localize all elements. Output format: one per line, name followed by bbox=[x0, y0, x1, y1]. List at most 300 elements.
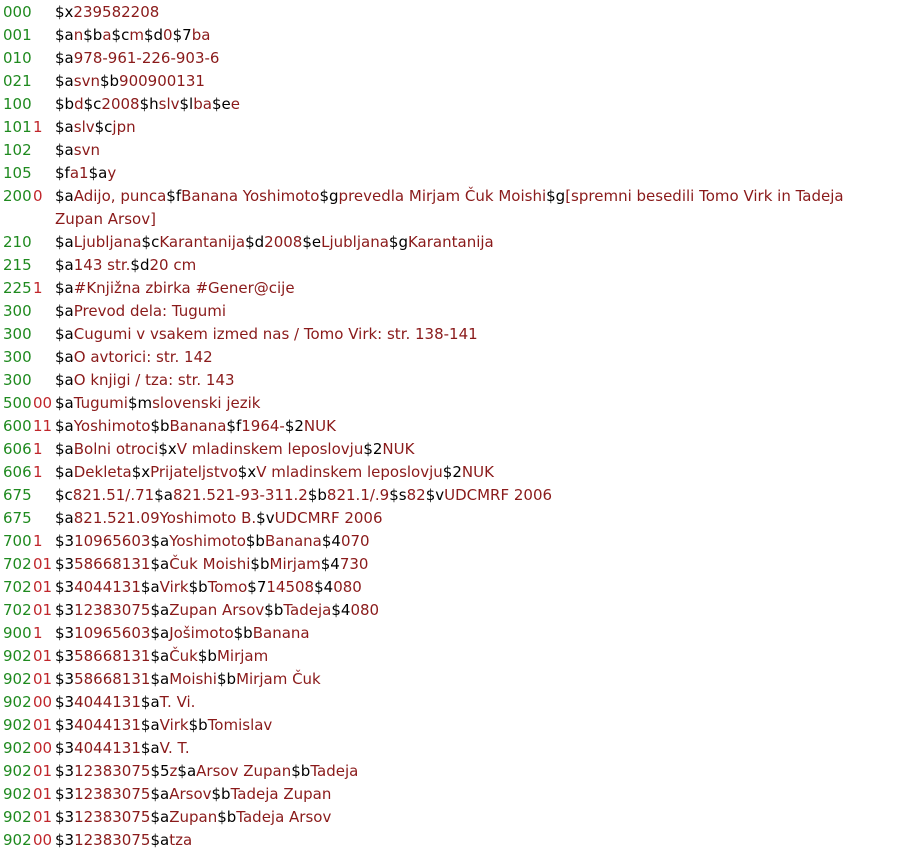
subfield-code: $s bbox=[389, 486, 407, 504]
subfield-value: 2008 bbox=[101, 95, 140, 113]
subfield-value: ba bbox=[193, 95, 212, 113]
field-row bbox=[0, 576, 900, 599]
subfield-value: 4044131 bbox=[74, 739, 141, 757]
field-row bbox=[0, 346, 900, 369]
subfield-code: $e bbox=[302, 233, 322, 251]
field-tag: 225 bbox=[3, 279, 32, 297]
subfield-code: $4 bbox=[320, 555, 340, 573]
field-tag: 105 bbox=[3, 164, 32, 182]
field-content bbox=[55, 93, 900, 116]
field-row bbox=[0, 116, 900, 139]
subfield-code: $f bbox=[226, 417, 242, 435]
field-indicators: 1 bbox=[33, 624, 43, 642]
subfield-value: Tadeja Zupan bbox=[230, 785, 332, 803]
subfield-value: 58668131 bbox=[74, 647, 151, 665]
subfield-code: $e bbox=[211, 95, 231, 113]
field-row bbox=[0, 185, 900, 231]
subfield-code: $c bbox=[55, 486, 73, 504]
subfield-code: $a bbox=[55, 279, 74, 297]
subfield-code: $3 bbox=[55, 762, 75, 780]
subfield-value: 10965603 bbox=[74, 624, 151, 642]
subfield-code: $a bbox=[55, 187, 74, 205]
field-row bbox=[0, 277, 900, 300]
subfield-value: Tomislav bbox=[207, 716, 273, 734]
field-tag: 902 bbox=[3, 739, 32, 757]
field-content bbox=[55, 645, 900, 668]
subfield-code: $a bbox=[55, 256, 74, 274]
field-content bbox=[55, 622, 900, 645]
field-content bbox=[55, 415, 900, 438]
subfield-code: $a bbox=[55, 371, 74, 389]
field-tag: 600 bbox=[3, 417, 32, 435]
field-tag: 675 bbox=[3, 509, 32, 527]
subfield-code: $d bbox=[245, 233, 265, 251]
field-indicators: 00 bbox=[33, 394, 53, 412]
subfield-value: UDCMRF 2006 bbox=[274, 509, 383, 527]
subfield-value: Virk bbox=[159, 578, 189, 596]
subfield-value: Prevod dela: Tugumi bbox=[73, 302, 227, 320]
field-row bbox=[0, 530, 900, 553]
field-content bbox=[55, 668, 900, 691]
subfield-code: $3 bbox=[55, 601, 75, 619]
field-row bbox=[0, 645, 900, 668]
subfield-code: $c bbox=[141, 233, 160, 251]
subfield-value: n bbox=[73, 26, 84, 44]
subfield-value: slv bbox=[158, 95, 180, 113]
field-row bbox=[0, 668, 900, 691]
subfield-value: Zupan bbox=[169, 808, 218, 826]
field-indicators: 01 bbox=[33, 716, 53, 734]
subfield-value: V mladinskem leposlovju bbox=[256, 463, 443, 481]
subfield-value: 14508 bbox=[266, 578, 315, 596]
subfield-value: Banana bbox=[169, 417, 227, 435]
field-content bbox=[55, 47, 900, 70]
field-row bbox=[0, 714, 900, 737]
subfield-code: $g bbox=[388, 233, 408, 251]
field-row bbox=[0, 93, 900, 116]
field-content bbox=[55, 300, 900, 323]
subfield-value: 2008 bbox=[264, 233, 303, 251]
field-content bbox=[55, 806, 900, 829]
subfield-value: Prijateljstvo bbox=[150, 463, 238, 481]
subfield-value: Tadeja Arsov bbox=[236, 808, 332, 826]
subfield-code: $a bbox=[55, 463, 74, 481]
field-tag: 902 bbox=[3, 670, 32, 688]
field-tag: 300 bbox=[3, 371, 32, 389]
field-row bbox=[0, 139, 900, 162]
subfield-code: $d bbox=[130, 256, 150, 274]
field-content bbox=[55, 162, 900, 185]
subfield-code: $b bbox=[83, 26, 103, 44]
subfield-value: Virk bbox=[159, 716, 189, 734]
field-content bbox=[55, 116, 900, 139]
field-tag: 500 bbox=[3, 394, 32, 412]
field-row bbox=[0, 254, 900, 277]
subfield-value: prevedla Mirjam Čuk Moishi bbox=[338, 187, 547, 205]
field-indicators: 1 bbox=[33, 532, 43, 550]
subfield-code: $3 bbox=[55, 578, 75, 596]
field-row bbox=[0, 24, 900, 47]
subfield-code: $3 bbox=[55, 555, 75, 573]
field-tag: 000 bbox=[3, 3, 32, 21]
subfield-value: svn bbox=[73, 72, 100, 90]
field-row bbox=[0, 47, 900, 70]
subfield-code: $x bbox=[131, 463, 151, 481]
subfield-code: $3 bbox=[55, 532, 75, 550]
field-row bbox=[0, 162, 900, 185]
field-indicators: 11 bbox=[33, 417, 53, 435]
subfield-value: 730 bbox=[339, 555, 369, 573]
subfield-value: Zupan Arsov bbox=[169, 601, 265, 619]
subfield-code: $a bbox=[150, 624, 170, 642]
field-tag: 700 bbox=[3, 532, 32, 550]
subfield-value: 821.51/.71 bbox=[72, 486, 155, 504]
field-indicators: 00 bbox=[33, 831, 53, 849]
field-content bbox=[55, 737, 900, 760]
subfield-value: Tugumi bbox=[73, 394, 128, 412]
subfield-value: ba bbox=[191, 26, 211, 44]
subfield-code: $3 bbox=[55, 624, 75, 642]
subfield-code: $3 bbox=[55, 716, 75, 734]
subfield-value: m bbox=[129, 26, 144, 44]
field-indicators: 01 bbox=[33, 647, 53, 665]
subfield-value: O avtorici: str. 142 bbox=[73, 348, 213, 366]
subfield-value: 080 bbox=[333, 578, 362, 596]
field-indicators: 01 bbox=[33, 670, 53, 688]
subfield-code: $a bbox=[55, 141, 74, 159]
subfield-value: Banana bbox=[252, 624, 310, 642]
subfield-code: $v bbox=[256, 509, 275, 527]
field-tag: 001 bbox=[3, 26, 32, 44]
subfield-code: $v bbox=[425, 486, 445, 504]
subfield-code: $a bbox=[150, 808, 170, 826]
subfield-value: 12383075 bbox=[74, 601, 151, 619]
subfield-code: $5 bbox=[150, 762, 170, 780]
field-indicators: 01 bbox=[33, 762, 53, 780]
subfield-value: #Knjižna zbirka #Gener@cije bbox=[73, 279, 295, 297]
subfield-code: $a bbox=[55, 26, 74, 44]
field-tag: 702 bbox=[3, 578, 32, 596]
field-indicators: 00 bbox=[33, 693, 53, 711]
subfield-value: Čuk Moishi bbox=[169, 555, 251, 573]
subfield-code: $a bbox=[150, 670, 170, 688]
subfield-code: $c bbox=[111, 26, 130, 44]
field-content bbox=[55, 530, 900, 553]
subfield-code: $a bbox=[55, 440, 74, 458]
subfield-code: $b bbox=[291, 762, 311, 780]
subfield-value: Ljubljana bbox=[321, 233, 389, 251]
field-indicators: 01 bbox=[33, 785, 53, 803]
field-tag: 215 bbox=[3, 256, 32, 274]
subfield-code: $b bbox=[217, 808, 237, 826]
subfield-value: 4044131 bbox=[74, 578, 141, 596]
subfield-code: $c bbox=[83, 95, 102, 113]
subfield-code: $f bbox=[55, 164, 70, 182]
subfield-value: T. Vi. bbox=[159, 693, 196, 711]
field-indicators: 01 bbox=[33, 808, 53, 826]
field-row bbox=[0, 507, 900, 530]
subfield-value: Arsov bbox=[169, 785, 212, 803]
subfield-value: 900900131 bbox=[119, 72, 205, 90]
field-content bbox=[55, 438, 900, 461]
subfield-code: $b bbox=[188, 716, 208, 734]
field-content bbox=[55, 70, 900, 93]
subfield-code: $a bbox=[150, 601, 170, 619]
field-content bbox=[55, 760, 900, 783]
subfield-value: svn bbox=[73, 141, 100, 159]
subfield-code: $7 bbox=[172, 26, 192, 44]
field-row bbox=[0, 783, 900, 806]
field-content bbox=[55, 461, 900, 484]
subfield-value: 12383075 bbox=[74, 808, 151, 826]
subfield-value: a bbox=[102, 26, 112, 44]
subfield-value: jpn bbox=[112, 118, 136, 136]
subfield-code: $b bbox=[197, 647, 217, 665]
subfield-code: $3 bbox=[55, 739, 75, 757]
field-row bbox=[0, 484, 900, 507]
subfield-code: $g bbox=[319, 187, 339, 205]
field-tag: 101 bbox=[3, 118, 32, 136]
subfield-value: Čuk bbox=[169, 647, 198, 665]
field-row bbox=[0, 806, 900, 829]
field-tag: 300 bbox=[3, 325, 32, 343]
subfield-code: $a bbox=[55, 509, 74, 527]
subfield-value: Tadeja bbox=[310, 762, 359, 780]
subfield-value: y bbox=[107, 164, 117, 182]
field-tag: 902 bbox=[3, 808, 32, 826]
subfield-value: 821.521.09Yoshimoto B. bbox=[73, 509, 257, 527]
field-tag: 902 bbox=[3, 831, 32, 849]
subfield-code: $b bbox=[216, 670, 237, 688]
subfield-value: 12383075 bbox=[74, 762, 151, 780]
subfield-code: $3 bbox=[55, 693, 75, 711]
field-tag: 902 bbox=[3, 647, 32, 665]
subfield-value: NUK bbox=[382, 440, 415, 458]
subfield-code: $a bbox=[55, 417, 74, 435]
subfield-code: $a bbox=[55, 118, 74, 136]
subfield-value: Mirjam Čuk bbox=[236, 670, 321, 688]
field-content bbox=[55, 185, 900, 231]
field-content bbox=[55, 507, 900, 530]
subfield-value: Banana Yoshimoto bbox=[181, 187, 320, 205]
subfield-value: slv bbox=[73, 118, 95, 136]
field-tag: 902 bbox=[3, 762, 32, 780]
subfield-value: Dekleta bbox=[73, 463, 132, 481]
subfield-code: $a bbox=[140, 739, 160, 757]
subfield-value: tza bbox=[169, 831, 193, 849]
subfield-code: $a bbox=[55, 49, 74, 67]
subfield-value: slovenski jezik bbox=[152, 394, 261, 412]
subfield-code: $a bbox=[140, 693, 160, 711]
subfield-code: $b bbox=[188, 578, 208, 596]
subfield-value: Karantanija bbox=[407, 233, 494, 251]
field-row bbox=[0, 461, 900, 484]
subfield-code: $a bbox=[55, 72, 74, 90]
subfield-value: Tadeja bbox=[283, 601, 332, 619]
field-content bbox=[55, 139, 900, 162]
subfield-code: $l bbox=[179, 95, 194, 113]
subfield-code: $a bbox=[55, 233, 74, 251]
subfield-value: UDCMRF 2006 bbox=[444, 486, 553, 504]
field-content bbox=[55, 254, 900, 277]
subfield-code: $4 bbox=[314, 578, 334, 596]
field-tag: 900 bbox=[3, 624, 32, 642]
subfield-code: $a bbox=[140, 578, 160, 596]
subfield-value: Tomo bbox=[207, 578, 248, 596]
subfield-code: $a bbox=[177, 762, 197, 780]
subfield-code: $3 bbox=[55, 670, 75, 688]
subfield-value: z bbox=[169, 762, 178, 780]
subfield-value: 821.1/.9 bbox=[326, 486, 390, 504]
subfield-value: 10965603 bbox=[74, 532, 151, 550]
subfield-value: [spremni besedili Tomo Virk in Tadeja Zupan Arsov] bbox=[55, 187, 844, 228]
field-content bbox=[55, 1, 900, 24]
field-content bbox=[55, 691, 900, 714]
subfield-value: 080 bbox=[350, 601, 380, 619]
field-tag: 702 bbox=[3, 601, 32, 619]
field-row bbox=[0, 553, 900, 576]
subfield-value: O knjigi / tza: str. 143 bbox=[73, 371, 235, 389]
subfield-code: $3 bbox=[55, 785, 75, 803]
subfield-code: $2 bbox=[363, 440, 383, 458]
subfield-value: Adijo, punca bbox=[73, 187, 167, 205]
subfield-value: d bbox=[74, 95, 84, 113]
subfield-value: Cugumi v vsakem izmed nas / Tomo Virk: str. 138-141 bbox=[73, 325, 478, 343]
subfield-code: $3 bbox=[55, 808, 75, 826]
field-tag: 606 bbox=[3, 440, 32, 458]
subfield-value: Arsov Zupan bbox=[196, 762, 292, 780]
field-content bbox=[55, 553, 900, 576]
field-row bbox=[0, 1, 900, 24]
field-row bbox=[0, 737, 900, 760]
field-row bbox=[0, 415, 900, 438]
field-content bbox=[55, 231, 900, 254]
field-tag: 606 bbox=[3, 463, 32, 481]
field-indicators: 0 bbox=[33, 187, 43, 205]
subfield-code: $x bbox=[55, 3, 74, 21]
subfield-code: $3 bbox=[55, 831, 75, 849]
subfield-code: $2 bbox=[442, 463, 462, 481]
subfield-code: $b bbox=[233, 624, 253, 642]
field-content bbox=[55, 346, 900, 369]
subfield-value: 58668131 bbox=[74, 670, 151, 688]
field-row bbox=[0, 300, 900, 323]
field-tag: 100 bbox=[3, 95, 32, 113]
subfield-value: 12383075 bbox=[74, 831, 151, 849]
subfield-code: $a bbox=[55, 325, 74, 343]
field-indicators: 01 bbox=[33, 601, 53, 619]
field-indicators: 1 bbox=[33, 463, 43, 481]
field-tag: 902 bbox=[3, 693, 32, 711]
field-row bbox=[0, 231, 900, 254]
subfield-value: 239582208 bbox=[73, 3, 160, 21]
subfield-value: NUK bbox=[303, 417, 336, 435]
subfield-value: 978-961-226-903-6 bbox=[73, 49, 220, 67]
subfield-value: e bbox=[230, 95, 240, 113]
subfield-value: 58668131 bbox=[74, 555, 151, 573]
field-tag: 210 bbox=[3, 233, 32, 251]
subfield-code: $x bbox=[158, 440, 177, 458]
subfield-code: $a bbox=[150, 555, 170, 573]
field-content bbox=[55, 783, 900, 806]
subfield-code: $b bbox=[150, 417, 170, 435]
subfield-value: 82 bbox=[406, 486, 426, 504]
subfield-value: 070 bbox=[340, 532, 370, 550]
subfield-code: $a bbox=[55, 348, 74, 366]
subfield-code: $a bbox=[55, 394, 74, 412]
field-content bbox=[55, 24, 900, 47]
subfield-code: $4 bbox=[321, 532, 341, 550]
subfield-value: Karantanija bbox=[159, 233, 246, 251]
field-row bbox=[0, 369, 900, 392]
subfield-code: $a bbox=[55, 302, 74, 320]
field-content bbox=[55, 323, 900, 346]
field-content bbox=[55, 599, 900, 622]
field-tag: 010 bbox=[3, 49, 32, 67]
field-indicators: 1 bbox=[33, 118, 43, 136]
subfield-value: V. T. bbox=[159, 739, 190, 757]
field-indicators: 01 bbox=[33, 578, 53, 596]
subfield-value: 20 cm bbox=[149, 256, 197, 274]
subfield-value: 821.521-93-311.2 bbox=[172, 486, 308, 504]
subfield-code: $a bbox=[154, 486, 173, 504]
subfield-code: $d bbox=[143, 26, 164, 44]
subfield-value: Banana bbox=[264, 532, 322, 550]
subfield-code: $b bbox=[250, 555, 270, 573]
field-indicators: 01 bbox=[33, 555, 53, 573]
subfield-code: $a bbox=[150, 785, 170, 803]
subfield-value: 1964- bbox=[241, 417, 285, 435]
field-row bbox=[0, 622, 900, 645]
subfield-value: Yoshimoto bbox=[73, 417, 151, 435]
field-tag: 200 bbox=[3, 187, 32, 205]
field-tag: 300 bbox=[3, 302, 32, 320]
subfield-code: $2 bbox=[284, 417, 304, 435]
field-indicators: 1 bbox=[33, 279, 43, 297]
subfield-code: $a bbox=[150, 532, 170, 550]
subfield-code: $g bbox=[546, 187, 566, 205]
field-content bbox=[55, 576, 900, 599]
field-row bbox=[0, 392, 900, 415]
subfield-value: 0 bbox=[163, 26, 173, 44]
subfield-value: a1 bbox=[69, 164, 89, 182]
subfield-code: $4 bbox=[331, 601, 351, 619]
subfield-value: 12383075 bbox=[74, 785, 151, 803]
field-tag: 902 bbox=[3, 785, 32, 803]
subfield-value: V mladinskem leposlovju bbox=[176, 440, 364, 458]
subfield-code: $b bbox=[55, 95, 75, 113]
subfield-code: $a bbox=[150, 831, 170, 849]
subfield-value: Moishi bbox=[169, 670, 217, 688]
field-content bbox=[55, 392, 900, 415]
field-indicators: 1 bbox=[33, 440, 43, 458]
subfield-value: Mirjam bbox=[216, 647, 269, 665]
subfield-code: $a bbox=[150, 647, 170, 665]
field-tag: 902 bbox=[3, 716, 32, 734]
subfield-value: 143 str. bbox=[73, 256, 131, 274]
field-tag: 021 bbox=[3, 72, 32, 90]
subfield-code: $b bbox=[264, 601, 284, 619]
subfield-value: 4044131 bbox=[74, 716, 141, 734]
subfield-value: Jošimoto bbox=[169, 624, 234, 642]
field-content bbox=[55, 714, 900, 737]
subfield-code: $b bbox=[211, 785, 231, 803]
field-content bbox=[55, 369, 900, 392]
subfield-code: $b bbox=[245, 532, 265, 550]
subfield-value: NUK bbox=[461, 463, 494, 481]
field-row bbox=[0, 691, 900, 714]
field-tag: 702 bbox=[3, 555, 32, 573]
